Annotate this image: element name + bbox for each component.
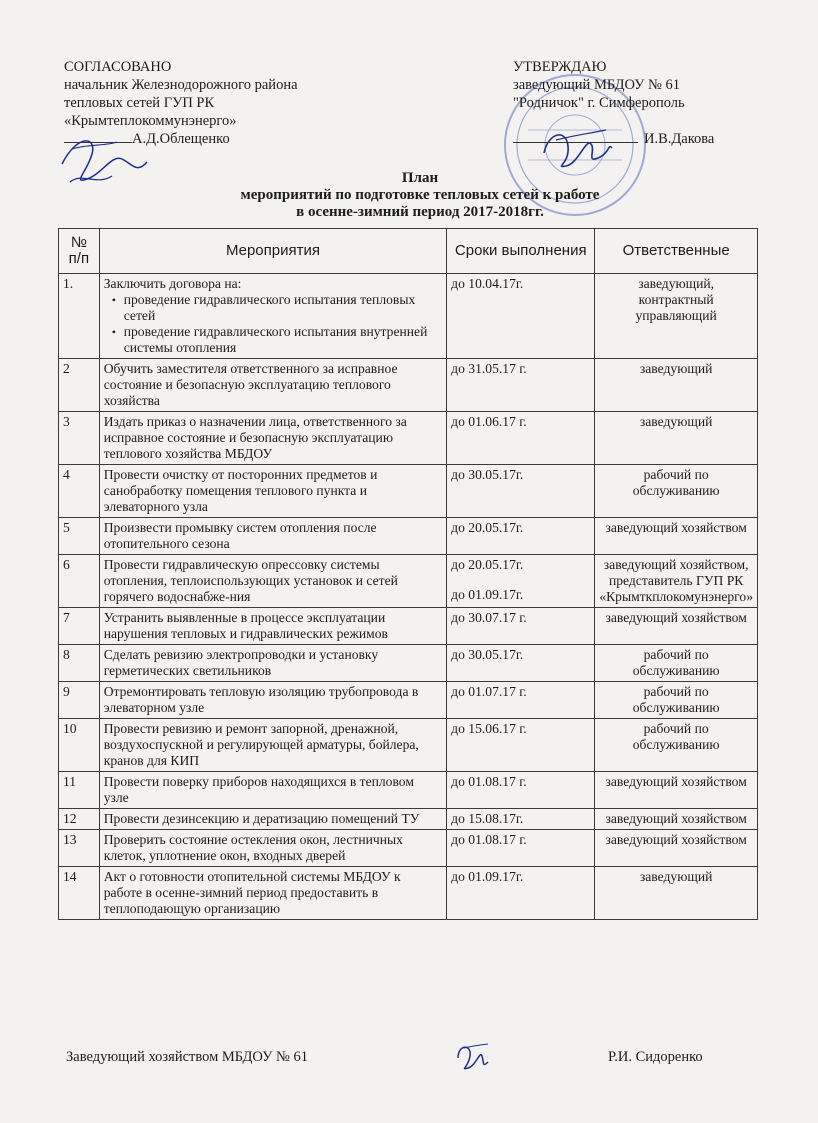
header-num: № п/п — [59, 229, 100, 274]
row-task: Отремонтировать тепловую изоляцию трубопровода в элеваторном узле — [99, 682, 446, 719]
row-task: Провести гидравлическую опрессовку системы отопления, теплоиспользующих установок и сетей горячего водоснабже-ния — [99, 555, 446, 608]
row-task: Проверить состояние остекления окон, лестничных клеток, уплотнение окон, входных дверей — [99, 830, 446, 867]
row-deadline: до 01.08.17 г. — [447, 772, 595, 809]
list-item: • проведение гидравлического испытания тепловых сетей — [124, 292, 442, 324]
table-row — [59, 608, 758, 645]
title-line2: мероприятий по подготовке тепловых сетей к работе — [240, 187, 600, 203]
approval-right-heading: УТВЕРЖДАЮ — [513, 59, 607, 75]
row-deadline: до 01.06.17 г. — [447, 412, 595, 465]
row-resp: рабочий по обслуживанию — [595, 719, 758, 772]
row-deadline: до 31.05.17 г. — [447, 359, 595, 412]
footer-name: Р.И. Сидоренко — [608, 1049, 703, 1065]
row-task: Сделать ревизию электропроводки и установку герметических светильников — [99, 645, 446, 682]
row-resp: заведующий хозяйством — [595, 518, 758, 555]
approval-right-signature-name: И.В.Дакова — [644, 131, 715, 147]
title-line3: в осенне-зимний период 2017-2018гг. — [296, 204, 544, 220]
row-task: Провести ревизию и ремонт запорной, дренажной, воздухоспускной и регулирующей арматуры, бойлера, кранов для КИП — [99, 719, 446, 772]
row-num: 1. — [59, 274, 100, 359]
row-num: 11 — [59, 772, 100, 809]
row-deadline: до 15.08.17г. — [447, 809, 595, 830]
table-row — [59, 809, 758, 830]
table-row — [59, 359, 758, 412]
row-task-text: Заключить договора на: — [103, 276, 242, 291]
row-resp: рабочий по обслуживанию — [595, 465, 758, 518]
row-deadline: до 01.08.17 г. — [447, 830, 595, 867]
row-resp: заведующий хозяйством, представитель ГУП РК «Крымткплокомунэнерго» — [595, 555, 758, 608]
row-resp: рабочий по обслуживанию — [595, 645, 758, 682]
table-row — [59, 645, 758, 682]
row-num: 12 — [59, 809, 100, 830]
row-resp: заведующий — [595, 867, 758, 920]
row-deadline: до 30.05.17г. — [447, 465, 595, 518]
table-row — [59, 465, 758, 518]
table-row — [59, 719, 758, 772]
row-num: 4 — [59, 465, 100, 518]
signature-footer — [452, 1036, 492, 1076]
table-row — [59, 867, 758, 920]
row-deadline: до 01.09.17г. — [447, 867, 595, 920]
row-resp: заведующий — [595, 359, 758, 412]
row-num: 10 — [59, 719, 100, 772]
row-num: 2 — [59, 359, 100, 412]
header-deadline: Сроки выполнения — [447, 229, 595, 274]
table-row — [59, 274, 758, 359]
row-resp: заведующий хозяйством — [595, 830, 758, 867]
row-num: 9 — [59, 682, 100, 719]
signature-right — [536, 118, 616, 178]
row-num: 13 — [59, 830, 100, 867]
row-resp: заведующий хозяйством — [595, 608, 758, 645]
table-row — [59, 682, 758, 719]
row-num: 3 — [59, 412, 100, 465]
approval-left-line2: тепловых сетей ГУП РК — [64, 95, 215, 111]
row-task: Издать приказ о назначении лица, ответственного за исправное состояние и безопасную эксплуатацию теплового хозяйства МБДОУ — [99, 412, 446, 465]
row-deadline: до 15.06.17 г. — [447, 719, 595, 772]
approval-right-line1: заведующий МБДОУ № 61 — [513, 77, 681, 93]
row-task — [99, 274, 446, 359]
list-item: • проведение гидравлического испытания внутренней системы отопления — [124, 324, 442, 356]
row-num: 7 — [59, 608, 100, 645]
approval-left-signature-name: А.Д.Облещенко — [132, 131, 230, 147]
row-num: 8 — [59, 645, 100, 682]
row-num: 14 — [59, 867, 100, 920]
row-task: Устранить выявленные в процессе эксплуатации нарушения тепловых и гидравлических режимов — [99, 608, 446, 645]
approval-left-line1: начальник Железнодорожного района — [64, 77, 298, 93]
plan-table — [58, 228, 758, 920]
approval-left-line3: «Крымтеплокоммунэнерго» — [64, 113, 237, 129]
row-num: 5 — [59, 518, 100, 555]
row-task: Произвести промывку систем отопления после отопительного сезона — [99, 518, 446, 555]
approval-left-heading: СОГЛАСОВАНО — [64, 59, 172, 75]
signature-left — [52, 124, 152, 194]
row-resp: заведующий, контрактный управляющий — [595, 274, 758, 359]
approval-right-line2: "Родничок" г. Симферополь — [513, 95, 685, 111]
document-title — [160, 170, 680, 221]
row-deadline: до 01.07.17 г. — [447, 682, 595, 719]
header-task: Мероприятия — [99, 229, 446, 274]
title-line1: План — [401, 170, 439, 186]
row-deadline — [447, 555, 595, 608]
row-task: Провести поверку приборов находящихся в тепловом узле — [99, 772, 446, 809]
row-deadline-second: до 01.09.17г. — [451, 587, 524, 602]
row-deadline-first: до 20.05.17г. — [451, 557, 524, 572]
row-deadline: до 30.07.17 г. — [447, 608, 595, 645]
row-resp: заведующий — [595, 412, 758, 465]
table-row — [59, 518, 758, 555]
row-deadline: до 10.04.17г. — [447, 274, 595, 359]
row-num: 6 — [59, 555, 100, 608]
table-header-row — [59, 229, 758, 274]
row-task: Провести дезинсекцию и дератизацию помещений ТУ — [99, 809, 446, 830]
row-deadline: до 30.05.17г. — [447, 645, 595, 682]
table-row — [59, 555, 758, 608]
table-row — [59, 412, 758, 465]
row-task: Акт о готовности отопительной системы МБДОУ к работе в осенне-зимний период предоставить в теплоподающую организацию — [99, 867, 446, 920]
header-resp: Ответственные — [595, 229, 758, 274]
row-task: Обучить заместителя ответственного за исправное состояние и безопасную эксплуатацию теплового хозяйства — [99, 359, 446, 412]
table-row — [59, 830, 758, 867]
row-task: Провести очистку от посторонних предметов и санобработку помещения теплового пункта и элеваторного узла — [99, 465, 446, 518]
row-resp: рабочий по обслуживанию — [595, 682, 758, 719]
task-items — [104, 292, 442, 356]
footer-position: Заведующий хозяйством МБДОУ № 61 — [66, 1049, 308, 1065]
table-row — [59, 772, 758, 809]
row-resp: заведующий хозяйством — [595, 809, 758, 830]
row-resp: заведующий хозяйством — [595, 772, 758, 809]
row-deadline: до 20.05.17г. — [447, 518, 595, 555]
